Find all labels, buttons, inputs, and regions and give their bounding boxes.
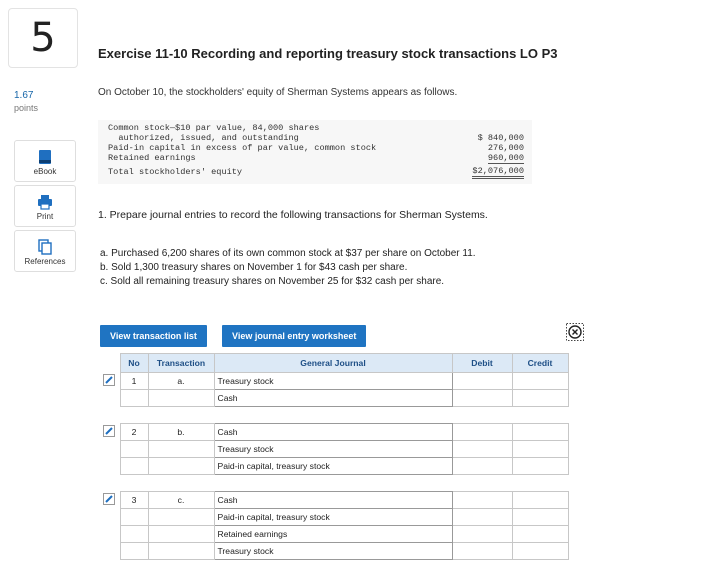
edit-column-header [98,354,120,373]
equity-line-label: authorized, issued, and outstanding [108,133,299,143]
credit-cell[interactable] [512,543,568,560]
credit-cell[interactable] [512,424,568,441]
debit-cell[interactable] [452,458,512,475]
equity-line-amount: $ 840,000 [477,133,524,143]
equity-line-amount: 960,000 [487,153,524,163]
table-row [98,390,568,407]
general-journal-header: General Journal [214,354,452,373]
references-icon [37,239,53,255]
entry-transaction: c. [148,492,214,509]
equity-line-label: Paid-in capital in excess of par value, common stock [108,143,377,153]
debit-cell[interactable] [452,509,512,526]
references-label: References [24,257,66,266]
equity-total-label: Total stockholders' equity [108,167,243,177]
credit-cell[interactable] [512,390,568,407]
print-button[interactable] [14,185,76,227]
debit-cell[interactable] [452,390,512,407]
ebook-label: eBook [33,167,57,176]
account-cell[interactable]: Cash [214,492,452,509]
account-cell[interactable]: Paid-in capital, treasury stock [214,458,452,475]
debit-cell[interactable] [452,424,512,441]
view-journal-worksheet-button[interactable]: View journal entry worksheet [222,325,366,347]
account-cell[interactable]: Cash [214,424,452,441]
points-value: 1.67 [14,90,34,101]
book-icon [37,149,53,165]
table-row [98,509,568,526]
points-label: points [14,103,39,113]
credit-header: Credit [512,354,568,373]
printer-icon [37,194,53,210]
transaction-c: c. Sold all remaining treasury shares on November 25 for $32 cash per share. [100,276,445,287]
account-cell[interactable]: Paid-in capital, treasury stock [214,509,452,526]
table-row [98,543,568,560]
debit-cell[interactable] [452,543,512,560]
account-cell[interactable]: Treasury stock [214,441,452,458]
transaction-b: b. Sold 1,300 treasury shares on November 1 for $43 cash per share. [100,262,408,273]
exercise-title: Exercise 11-10 Recording and reporting treasury stock transactions LO P3 [98,46,558,61]
account-cell[interactable]: Cash [214,390,452,407]
transaction-header: Transaction [148,354,214,373]
account-cell[interactable]: Treasury stock [214,543,452,560]
journal-table [98,353,569,560]
table-row [98,373,568,390]
account-cell[interactable]: Retained earnings [214,526,452,543]
credit-cell[interactable] [512,458,568,475]
no-header: No [120,354,148,373]
credit-cell[interactable] [512,509,568,526]
debit-cell[interactable] [452,441,512,458]
print-label: Print [36,212,54,221]
edit-entry-1-button[interactable] [98,373,120,390]
credit-cell[interactable] [512,492,568,509]
debit-cell[interactable] [452,526,512,543]
pencil-icon [103,374,115,386]
entry-no: 1 [120,373,148,390]
table-row [98,441,568,458]
table-row [98,526,568,543]
requirement-1: 1. Prepare journal entries to record the following transactions for Sherman Systems. [98,209,488,221]
table-row [98,492,568,509]
entry-transaction: a. [148,373,214,390]
equity-total-amount: $2,076,000 [472,166,524,179]
edit-entry-3-button[interactable] [98,492,120,509]
question-number: 5 [8,8,78,68]
debit-cell[interactable] [452,373,512,390]
credit-cell[interactable] [512,441,568,458]
table-row [98,424,568,441]
credit-cell[interactable] [512,526,568,543]
edit-entry-2-button[interactable] [98,424,120,441]
account-cell[interactable]: Treasury stock [214,373,452,390]
entry-transaction: b. [148,424,214,441]
view-transaction-list-button[interactable]: View transaction list [100,325,207,347]
pencil-icon [103,425,115,437]
exercise-intro: On October 10, the stockholders' equity of Sherman Systems appears as follows. [98,87,458,98]
debit-cell[interactable] [452,492,512,509]
table-row [98,458,568,475]
close-icon[interactable] [566,323,584,341]
equity-line-amount: 276,000 [487,143,524,153]
equity-statement [98,120,532,184]
references-button[interactable] [14,230,76,272]
credit-cell[interactable] [512,373,568,390]
entry-no: 3 [120,492,148,509]
equity-line-label: Common stock—$10 par value, 84,000 shares [108,123,320,133]
pencil-icon [103,493,115,505]
debit-header: Debit [452,354,512,373]
entry-no: 2 [120,424,148,441]
equity-line-label: Retained earnings [108,153,196,163]
ebook-button[interactable] [14,140,76,182]
transaction-a: a. Purchased 6,200 shares of its own common stock at $37 per share on October 11. [100,248,476,259]
